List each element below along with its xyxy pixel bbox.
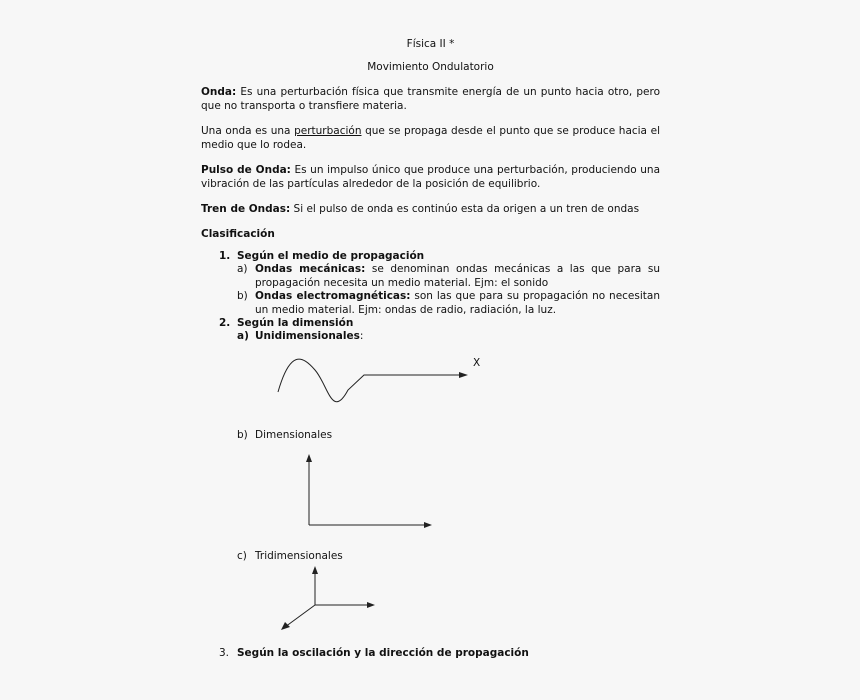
term-tren: Tren de Ondas:: [201, 203, 291, 215]
document-title: Física II *: [406, 38, 455, 50]
term-pulso: Pulso de Onda:: [201, 164, 291, 176]
list-item-2a: [201, 330, 660, 344]
list-item-1: [201, 250, 660, 263]
y-axis-3d: [285, 605, 315, 627]
list-item-2b-label: Dimensionales: [255, 429, 333, 441]
list-item-2c-letter: c): [237, 550, 247, 562]
classification-heading: Clasificación: [201, 228, 275, 240]
list-item-2-label: Según la dimensión: [237, 317, 354, 329]
definition-pulso: [201, 163, 660, 191]
three-dimensional-axes-diagram: [275, 563, 385, 635]
definition-onda: [201, 85, 660, 113]
list-item-1-label: Según el medio de propagación: [237, 250, 425, 262]
two-dimensional-axes-diagram: [300, 452, 440, 532]
text-ondas-mecanicas: se denominan ondas mecánicas a las que para su propagación necesita un medio material. Ejm: el sonido: [255, 263, 660, 289]
x-axis-arrowhead: [459, 372, 468, 378]
paragraph-onda-2: [201, 124, 660, 152]
axis-x-label: X: [473, 357, 481, 369]
list-item-1a: [201, 263, 660, 290]
text-onda: Es una perturbación física que transmite energía de un punto hacia otro, pero que no transporta o transfiere materia.: [201, 86, 660, 112]
list-item-1b: [201, 290, 660, 317]
x-axis-3d-arrowhead: [367, 602, 375, 608]
list-item-1-number: 1.: [219, 250, 231, 262]
list-item-1a-letter: a): [237, 263, 248, 275]
colon-unidimensionales: :: [359, 330, 364, 342]
definition-tren: [201, 202, 660, 216]
term-onda: Onda:: [201, 86, 237, 98]
text-pulso: Es un impulso único que produce una perturbación, produciendo una vibración de las partículas alrededor de la posición de equilibrio.: [201, 164, 660, 190]
term-ondas-mecanicas: Ondas mecánicas:: [255, 263, 366, 275]
list-item-2: [201, 317, 660, 330]
list-item-2a-letter: a): [237, 330, 249, 342]
list-item-3-label: Según la oscilación y la dirección de propagación: [237, 647, 529, 659]
list-item-1b-letter: b): [237, 290, 248, 302]
classification-list: [201, 250, 660, 344]
document-page: [201, 38, 660, 344]
wave-curve: [278, 359, 460, 402]
list-item-2c-label: Tridimensionales: [255, 550, 343, 562]
text-onda2-post: que se propaga desde el punto que se produce hacia el medio que lo rodea.: [201, 125, 660, 151]
y-axis-2d-arrowhead: [306, 454, 312, 462]
list-item-3-number: 3.: [219, 647, 230, 659]
list-item-2b-letter: b): [237, 429, 248, 441]
document-subtitle: Movimiento Ondulatorio: [367, 61, 494, 73]
link-perturbacion[interactable]: perturbación: [294, 125, 362, 137]
y-axis-3d-arrowhead: [281, 622, 290, 630]
text-onda2-pre: Una onda es una: [201, 125, 295, 137]
z-axis-3d-arrowhead: [312, 566, 318, 574]
term-ondas-electromagneticas: Ondas electromagnéticas:: [255, 290, 411, 302]
x-axis-2d-arrowhead: [424, 522, 432, 528]
text-ondas-electromagneticas: son las que para su propagación no necesitan un medio material. Ejm: ondas de radio, radiación, la luz.: [255, 290, 660, 316]
one-dimensional-wave-diagram: [270, 350, 490, 415]
list-item-2-number: 2.: [219, 317, 231, 329]
term-unidimensionales: Unidimensionales: [255, 330, 360, 342]
text-tren: Si el pulso de onda es continúo esta da origen a un tren de ondas: [293, 203, 640, 215]
